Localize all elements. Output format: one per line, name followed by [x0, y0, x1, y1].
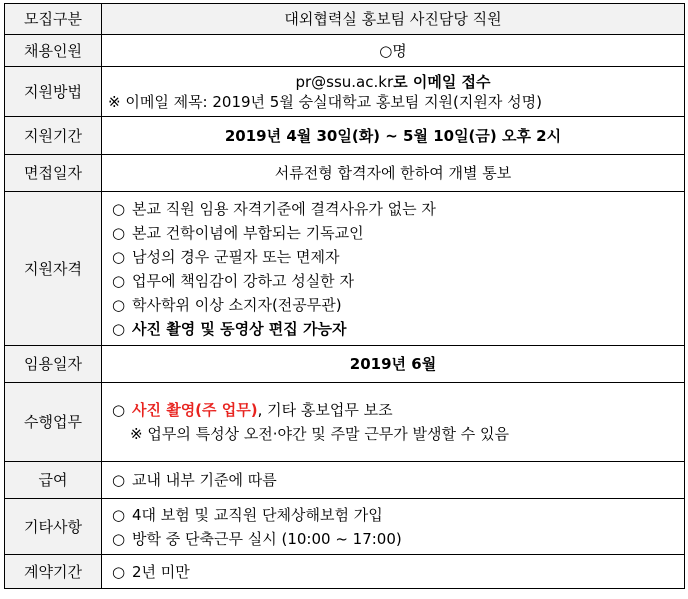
- bullet-icon: ○: [112, 529, 126, 548]
- bullet-icon: ○: [112, 247, 126, 266]
- bullet-icon: ○: [112, 319, 126, 338]
- contract-value: [102, 555, 685, 589]
- row-contract: [5, 555, 685, 589]
- start-date-label: 임용일자: [5, 346, 102, 383]
- row-hire-count: [5, 35, 685, 67]
- row-apply-method: [5, 67, 685, 117]
- row-salary: [5, 462, 685, 499]
- apply-method-value: [102, 67, 685, 117]
- bullet-icon: ○: [112, 471, 126, 489]
- bullet-icon: ○: [112, 295, 126, 314]
- list-item: ○ 방학 중 단축근무 실시 (10:00 ~ 17:00): [112, 527, 684, 551]
- apply-email-suffix: 로 이메일 접수: [393, 72, 491, 91]
- salary-list: [102, 468, 684, 492]
- apply-period-value: 2019년 4월 30일(화) ~ 5월 10일(금) 오후 2시: [102, 117, 685, 155]
- duties-label: 수행업무: [5, 383, 102, 462]
- row-duties: [5, 383, 685, 462]
- header-value: 대외협력실 홍보팀 사진담당 직원: [102, 4, 685, 35]
- bullet-icon: ○: [112, 401, 126, 419]
- start-date-value: 2019년 6월: [102, 346, 685, 383]
- duties-highlight: 사진 촬영(주 업무): [132, 401, 258, 419]
- apply-method-note: ※ 이메일 제목: 2019년 5월 숭실대학교 홍보팀 지원(지원자 성명): [108, 92, 542, 111]
- recruitment-table: [4, 3, 685, 589]
- duties-main-line: [102, 398, 684, 422]
- contract-list: [102, 560, 684, 584]
- misc-label: 기타사항: [5, 499, 102, 555]
- apply-email-link[interactable]: pr@ssu.ac.kr: [295, 72, 394, 91]
- list-item: ○ 학사학위 이상 소지자(전공무관): [112, 293, 684, 317]
- hire-count-value: ○명: [102, 35, 685, 67]
- list-item: ○ 4대 보험 및 교직원 단체상해보험 가입: [112, 503, 684, 527]
- interview-value: 서류전형 합격자에 한하여 개별 통보: [102, 155, 685, 192]
- bullet-icon: ○: [112, 562, 126, 581]
- apply-method-email-line: [102, 72, 684, 92]
- row-qualifications: [5, 192, 685, 346]
- hire-count-label: 채용인원: [5, 35, 102, 67]
- list-item: ○ 2년 미만: [112, 560, 684, 584]
- misc-list: [102, 503, 684, 551]
- bullet-icon: ○: [112, 199, 126, 218]
- header-row: [5, 4, 685, 35]
- contract-label: 계약기간: [5, 555, 102, 589]
- list-item: ○ 사진 촬영 및 동영상 편집 가능자: [112, 317, 684, 341]
- qualifications-value: [102, 192, 685, 346]
- row-misc: [5, 499, 685, 555]
- qualifications-label: 지원자격: [5, 192, 102, 346]
- apply-period-label: 지원기간: [5, 117, 102, 155]
- header-label: 모집구분: [5, 4, 102, 35]
- misc-value: [102, 499, 685, 555]
- duties-value: [102, 383, 685, 462]
- salary-label: 급여: [5, 462, 102, 499]
- duties-rest: , 기타 홍보업무 보조: [257, 401, 393, 419]
- interview-label: 면접일자: [5, 155, 102, 192]
- duties-note: ※ 업무의 특성상 오전·야간 및 주말 근무가 발생할 수 있음: [130, 425, 510, 443]
- salary-value: [102, 462, 685, 499]
- bullet-icon: ○: [112, 505, 126, 524]
- qualifications-list: [102, 197, 684, 341]
- bullet-icon: ○: [112, 223, 126, 242]
- list-item: ○ 업무에 책임감이 강하고 성실한 자: [112, 269, 684, 293]
- row-apply-period: [5, 117, 685, 155]
- apply-method-label: 지원방법: [5, 67, 102, 117]
- bullet-icon: ○: [112, 271, 126, 290]
- list-item: ○ 본교 직원 임용 자격기준에 결격사유가 없는 자: [112, 197, 684, 221]
- list-item: ○ 교내 내부 기준에 따름: [112, 468, 684, 492]
- row-interview: [5, 155, 685, 192]
- list-item: ○ 본교 건학이념에 부합되는 기독교인: [112, 221, 684, 245]
- list-item: ○ 남성의 경우 군필자 또는 면제자: [112, 245, 684, 269]
- row-start-date: [5, 346, 685, 383]
